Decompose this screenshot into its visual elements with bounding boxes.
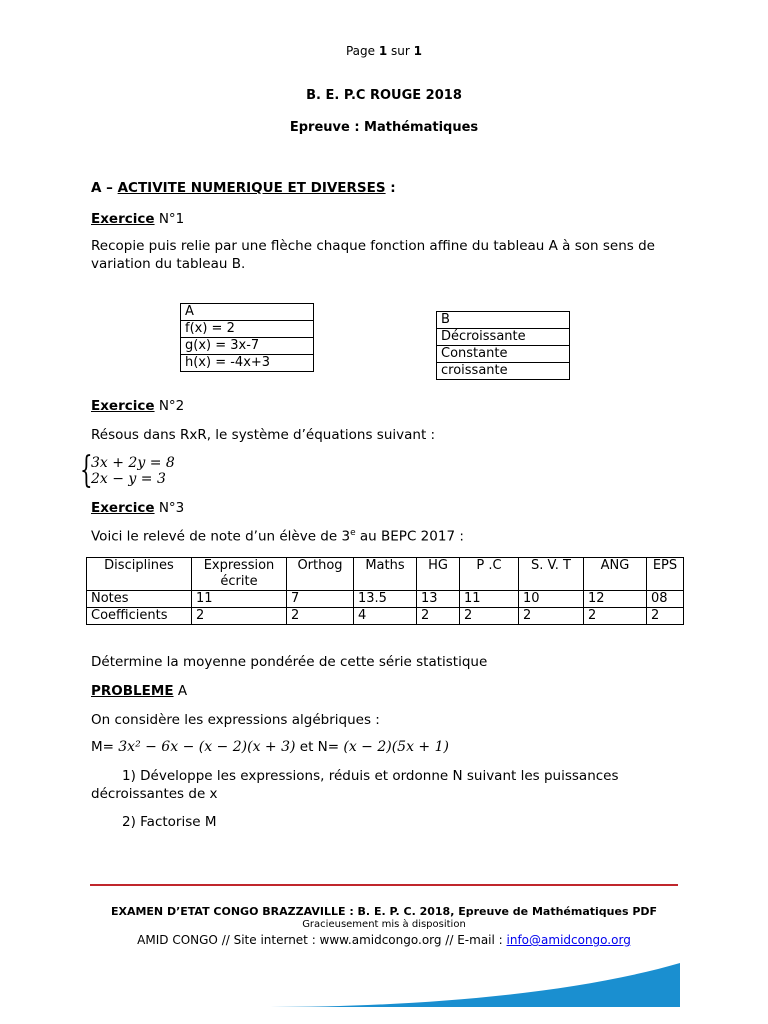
exercise-3-text: Voici le relevé de note d’un élève de 3e au BEPC 2017 : [91, 528, 464, 545]
table-b-row: croissante [437, 363, 570, 380]
table-a-header: A [181, 304, 314, 321]
grades-cell: 2 [460, 608, 519, 625]
page-number: Page 1 sur 1 [345, 44, 422, 58]
exercise-1-text-line1: Recopie puis relie par une flèche chaque fonction affine du tableau A à son sens de [91, 238, 655, 254]
exam-subtitle: Epreuve : Mathématiques [289, 120, 479, 135]
grades-cell: 11 [460, 591, 519, 608]
exercise-3-question: Détermine la moyenne pondérée de cette série statistique [91, 654, 488, 670]
grades-header: HG [417, 558, 460, 591]
expression-m: 3x² − 6x − (x − 2)(x + 3) [118, 739, 296, 755]
grades-cell: 13.5 [354, 591, 417, 608]
equation-1: 3x + 2y = 8 [91, 455, 175, 471]
table-a-row: f(x) = 2 [181, 321, 314, 338]
grades-table [86, 557, 684, 625]
grades-cell: 13 [417, 591, 460, 608]
grades-header-row [87, 558, 684, 591]
swoosh-shape [270, 963, 680, 1007]
table-b [436, 311, 570, 380]
table-a-row: g(x) = 3x-7 [181, 338, 314, 355]
grades-cell: 2 [647, 608, 684, 625]
footer-subtitle: Gracieusement mis à disposition [302, 919, 466, 930]
equation-2: 2x − y = 3 [91, 471, 166, 487]
table-b-row: Constante [437, 346, 570, 363]
table-b-header: B [437, 312, 570, 329]
grades-cell: 11 [192, 591, 287, 608]
table-row [87, 608, 684, 625]
probleme-expressions: M= 3x² − 6x − (x − 2)(x + 3) et N= (x − 2)(5x + 1) [91, 739, 449, 755]
grades-cell: 2 [417, 608, 460, 625]
footer-divider [90, 884, 678, 886]
exercise-2-heading: Exercice N°2 [91, 398, 185, 414]
exercise-1-text-line2: variation du tableau B. [91, 256, 246, 272]
footer-title: EXAMEN D’ETAT CONGO BRAZZAVILLE : B. E. P. C. 2018, Epreuve de Mathématiques PDF [110, 905, 658, 918]
grades-header: Maths [354, 558, 417, 591]
expression-n: (x − 2)(5x + 1) [343, 739, 449, 755]
question-1-line1: 1) Développe les expressions, réduis et ordonne N suivant les puissances [122, 768, 619, 784]
grades-cell: 08 [647, 591, 684, 608]
table-b-row: Décroissante [437, 329, 570, 346]
grades-cell: Coefficients [87, 608, 192, 625]
exercise-2-text: Résous dans RxR, le système d’équations suivant : [91, 427, 436, 443]
grades-header: Expression écrite [192, 558, 287, 591]
grades-header: Orthog [287, 558, 354, 591]
grades-cell: 7 [287, 591, 354, 608]
grades-header: Disciplines [87, 558, 192, 591]
grades-cell: 10 [519, 591, 584, 608]
exercise-1-heading: Exercice N°1 [91, 211, 185, 227]
exam-title: B. E. P.C ROUGE 2018 [306, 88, 462, 103]
grades-cell: Notes [87, 591, 192, 608]
grades-header: EPS [647, 558, 684, 591]
exercise-3-heading: Exercice N°3 [91, 500, 185, 516]
table-row [87, 591, 684, 608]
table-a [180, 303, 314, 372]
grades-cell: 4 [354, 608, 417, 625]
table-a-row: h(x) = -4x+3 [181, 355, 314, 372]
question-2: 2) Factorise M [122, 814, 217, 830]
footer-contact: AMID CONGO // Site internet : www.amidcongo.org // E-mail : info@amidcongo.org [137, 933, 631, 947]
grades-header: ANG [584, 558, 647, 591]
grades-cell: 12 [584, 591, 647, 608]
grades-cell: 2 [519, 608, 584, 625]
grades-cell: 2 [287, 608, 354, 625]
question-1-line2: décroissantes de x [91, 786, 218, 802]
grades-header: S. V. T [519, 558, 584, 591]
email-link[interactable]: info@amidcongo.org [506, 933, 631, 947]
probleme-intro: On considère les expressions algébriques : [91, 712, 380, 728]
section-a-heading: A – ACTIVITE NUMERIQUE ET DIVERSES : [91, 180, 396, 196]
system-brace: { [80, 450, 93, 491]
grades-header: P .C [460, 558, 519, 591]
grades-cell: 2 [584, 608, 647, 625]
probleme-heading: PROBLEME A [91, 683, 188, 699]
grades-cell: 2 [192, 608, 287, 625]
footer-swoosh-graphic [270, 955, 690, 1015]
